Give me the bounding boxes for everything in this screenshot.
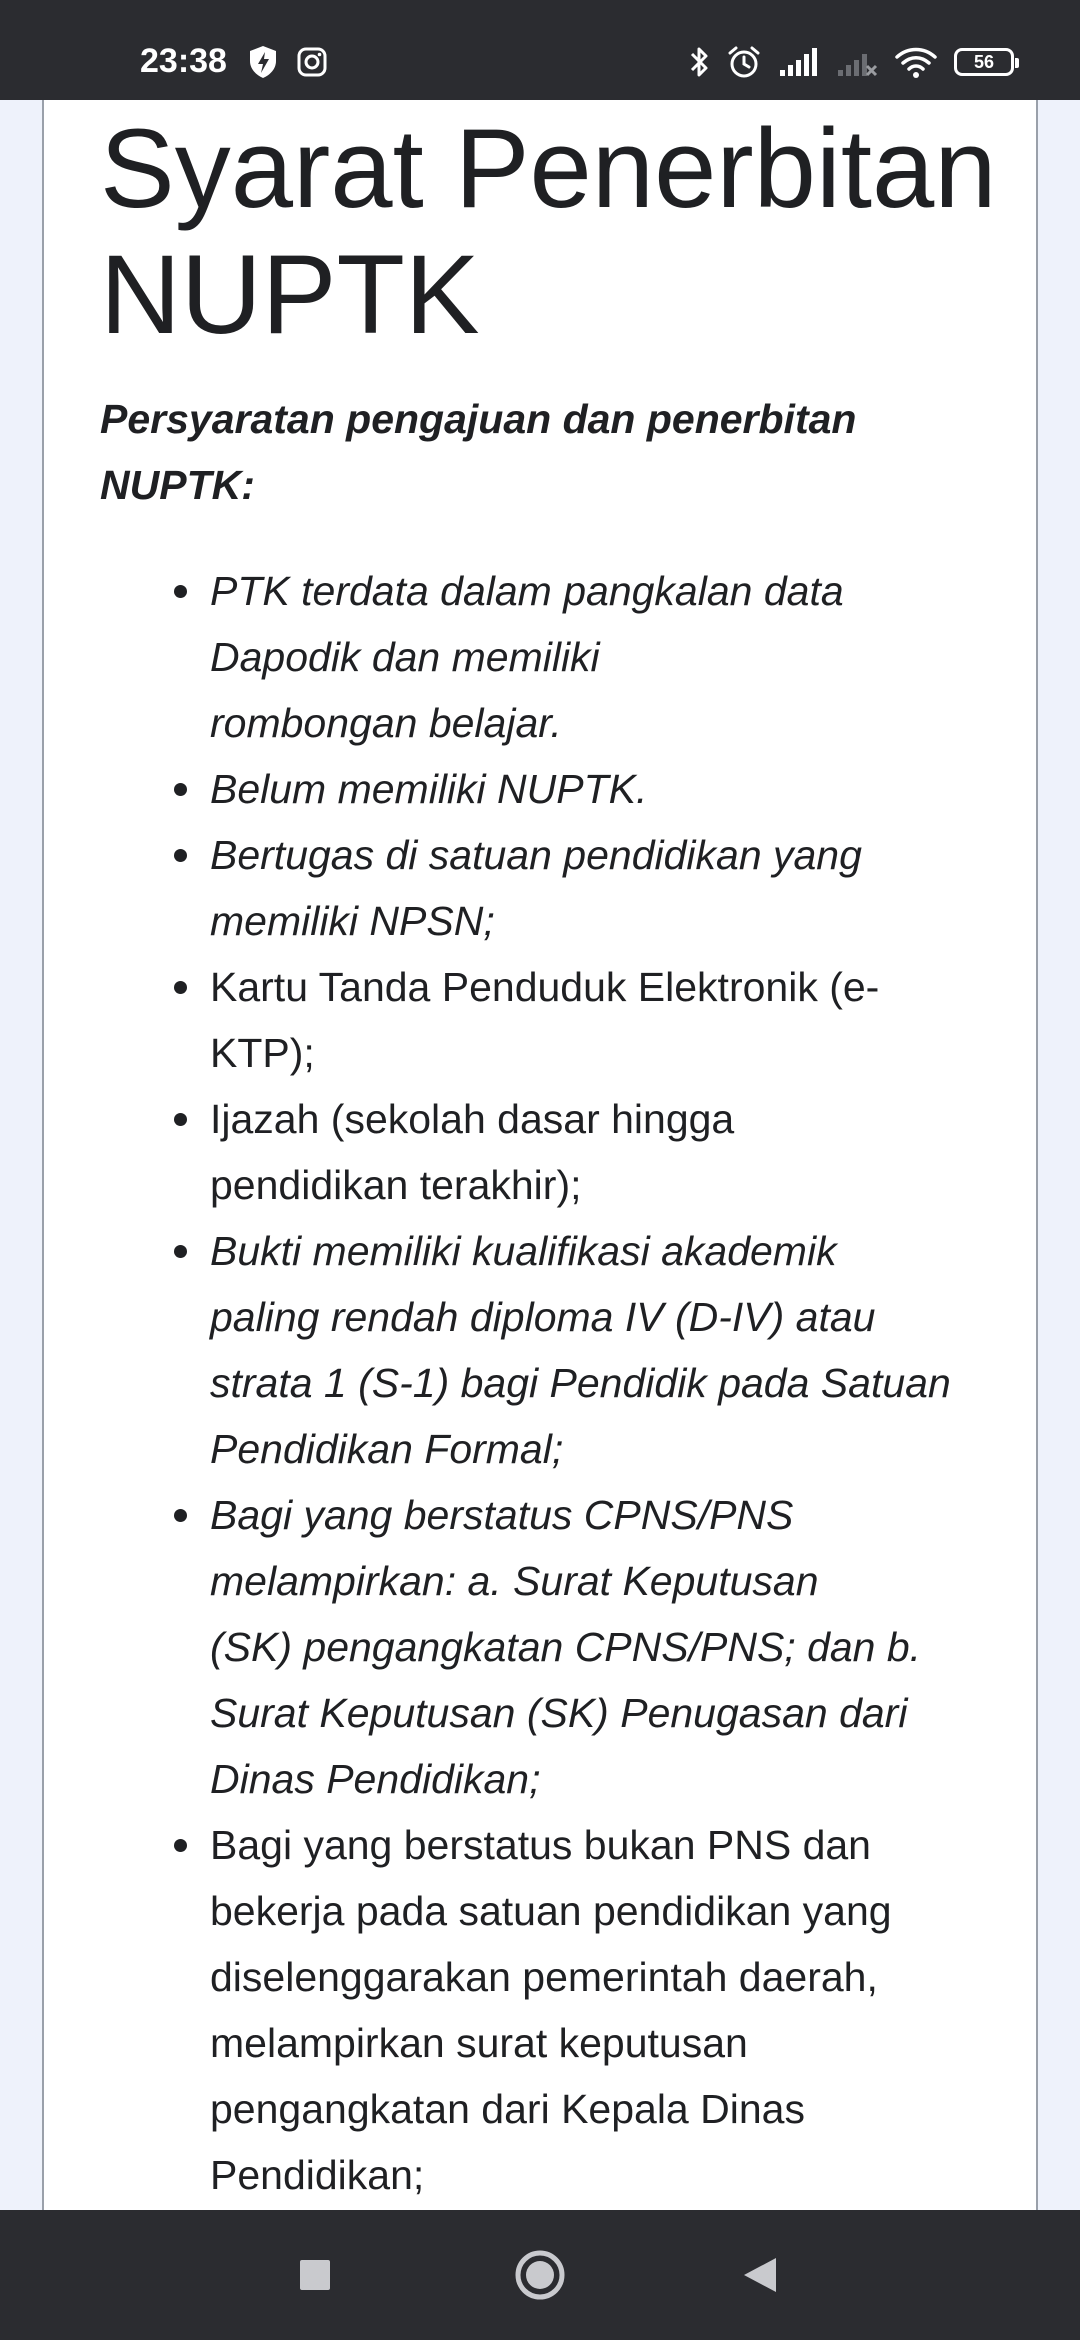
page-title-line-2: NUPTK bbox=[100, 232, 480, 357]
signal-no-service-icon bbox=[836, 46, 878, 78]
list-item-text: Ijazah (sekolah dasar hingga bbox=[210, 1096, 735, 1142]
navigation-bar bbox=[0, 2210, 1080, 2340]
page-title bbox=[100, 106, 1020, 358]
list-item-text: rombongan belajar. bbox=[210, 700, 562, 746]
list-item bbox=[210, 558, 1020, 756]
article-card bbox=[42, 100, 1038, 2210]
bluetooth-icon bbox=[688, 44, 710, 80]
list-item-text: Dapodik dan memiliki bbox=[210, 634, 600, 680]
status-right-icons bbox=[688, 42, 1014, 82]
list-item-text: diselenggarakan pemerintah daerah, bbox=[210, 1954, 878, 2000]
list-item-text: Dinas Pendidikan; bbox=[210, 1756, 541, 1802]
list-item-text: strata 1 (S-1) bagi Pendidik pada Satuan bbox=[210, 1360, 951, 1406]
list-item-text: Bukti memiliki kualifikasi akademik bbox=[210, 1228, 837, 1274]
list-item-text: Bagi yang berstatus CPNS/PNS bbox=[210, 1492, 794, 1538]
list-item-text: (SK) pengangkatan CPNS/PNS; dan b. bbox=[210, 1624, 922, 1670]
list-item-text: memiliki NPSN; bbox=[210, 898, 495, 944]
battery-icon bbox=[954, 48, 1014, 76]
list-item-text: melampirkan surat keputusan bbox=[210, 2020, 748, 2066]
requirements-list bbox=[210, 558, 1020, 2208]
signal-icon bbox=[778, 46, 820, 78]
list-item bbox=[210, 1482, 1020, 1812]
list-item-text: Pendidikan Formal; bbox=[210, 1426, 564, 1472]
list-item-text: Bertugas di satuan pendidikan yang bbox=[210, 832, 862, 878]
alarm-icon bbox=[726, 44, 762, 80]
list-item bbox=[210, 1086, 1020, 1218]
instagram-icon bbox=[296, 46, 328, 78]
list-item-text: melampirkan: a. Surat Keputusan bbox=[210, 1558, 819, 1604]
circle-icon bbox=[514, 2249, 566, 2301]
list-item-text: pengangkatan dari Kepala Dinas bbox=[210, 2086, 805, 2132]
back-triangle-icon bbox=[742, 2256, 778, 2294]
page-title-line-1: Syarat Penerbitan bbox=[100, 106, 997, 231]
list-item-text: Belum memiliki NUPTK. bbox=[210, 766, 648, 812]
back-button[interactable] bbox=[700, 2210, 820, 2340]
status-bar bbox=[0, 0, 1080, 100]
status-time: 23:38 bbox=[140, 42, 227, 80]
list-item bbox=[210, 954, 1020, 1086]
list-item bbox=[210, 1812, 1020, 2208]
list-item-text: PTK terdata dalam pangkalan data bbox=[210, 568, 844, 614]
list-item-text: Pendidikan; bbox=[210, 2152, 425, 2198]
list-item bbox=[210, 1218, 1020, 1482]
list-item-text: bekerja pada satuan pendidikan yang bbox=[210, 1888, 892, 1934]
wifi-icon bbox=[894, 45, 938, 79]
list-item-text: KTP); bbox=[210, 1030, 315, 1076]
home-button[interactable] bbox=[480, 2210, 600, 2340]
recents-button[interactable] bbox=[255, 2210, 375, 2340]
list-item bbox=[210, 756, 1020, 822]
intro-text bbox=[100, 386, 1000, 518]
list-item-text: Kartu Tanda Penduduk Elektronik (e- bbox=[210, 964, 880, 1010]
battery-level: 56 bbox=[973, 52, 995, 72]
intro-line-2: NUPTK: bbox=[100, 462, 255, 508]
list-item-text: Bagi yang berstatus bukan PNS dan bbox=[210, 1822, 871, 1868]
list-item bbox=[210, 822, 1020, 954]
intro-line-1: Persyaratan pengajuan dan penerbitan bbox=[100, 396, 857, 442]
list-item-text: pendidikan terakhir); bbox=[210, 1162, 582, 1208]
list-item-text: Surat Keputusan (SK) Penugasan dari bbox=[210, 1690, 908, 1736]
square-icon bbox=[298, 2258, 332, 2292]
status-left-icons bbox=[248, 44, 328, 80]
shield-bolt-icon bbox=[248, 45, 278, 79]
list-item-text: paling rendah diploma IV (D-IV) atau bbox=[210, 1294, 876, 1340]
